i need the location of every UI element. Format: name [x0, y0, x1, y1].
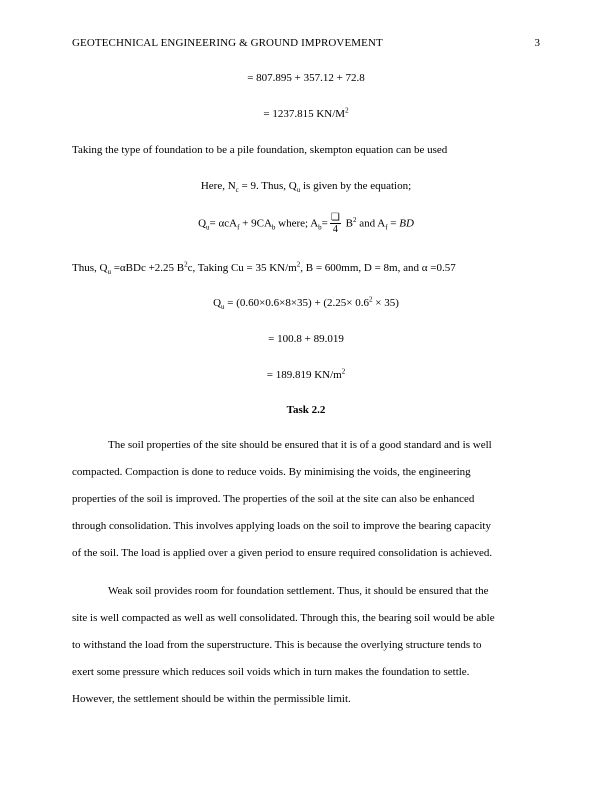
equation-text: = 807.895 + 357.12 + 72.8	[247, 72, 365, 84]
text: =αBDc +2.25 B	[110, 262, 185, 274]
text: × 35)	[372, 297, 399, 309]
text: = 9. Thus, Q	[238, 180, 297, 192]
subscript: b	[318, 223, 322, 232]
equation-line-5	[72, 213, 540, 235]
text: = αcA	[209, 217, 238, 230]
fraction-numerator-placeholder-icon: ❏	[330, 212, 340, 223]
paragraph-2	[72, 578, 540, 713]
text: where; A	[275, 217, 319, 230]
equation-line-9	[72, 369, 540, 381]
text: + 9CA	[239, 217, 272, 230]
section-heading: Task 2.2	[286, 404, 326, 416]
text: is given by the equation;	[300, 180, 412, 192]
paragraph-line: site is well compacted as well as well consolidated. Through this, the bearing soil would be able	[72, 612, 495, 624]
text: Q	[198, 217, 207, 230]
body-text-line: Taking the type of foundation to be a pile foundation, skempton equation can be used	[72, 144, 448, 156]
paragraph-line: However, the settlement should be within the permissible limit.	[72, 693, 351, 705]
text: Q	[213, 297, 222, 309]
fraction-denominator: 4	[332, 224, 338, 235]
text: = (0.60×0.6×8×35) + (2.25× 0.6	[224, 297, 370, 309]
equation-line-8	[72, 333, 540, 345]
running-head: GEOTECHNICAL ENGINEERING & GROUND IMPROVEMENT	[72, 37, 383, 49]
equation-text: = 1237.815 KN/M	[263, 108, 346, 120]
paragraph-line: Weak soil provides room for foundation settlement. Thus, it should be ensured that the	[108, 585, 489, 597]
text: BD	[399, 217, 414, 230]
text: B	[342, 217, 353, 230]
superscript: 2	[369, 295, 373, 304]
subscript: u	[107, 268, 111, 277]
superscript: 2	[341, 367, 346, 376]
text: c, Taking Cu = 35 KN/m	[187, 262, 297, 274]
paragraph-line: exert some pressure which reduces soil voids which in turn makes the foundation to settle.	[72, 666, 470, 678]
paragraph-line: through consolidation. This involves applying loads on the soil to improve the bearing capacity	[72, 520, 491, 532]
text: Thus, Q	[72, 262, 108, 274]
superscript: 2	[345, 106, 349, 115]
subscript: f	[385, 223, 388, 232]
equation-line-6	[72, 260, 540, 277]
paragraph-line: to withstand the load from the superstructure. This is because the overlying structure tends to	[72, 639, 482, 651]
text: =	[387, 217, 400, 230]
paragraph-line: The soil properties of the site should be ensured that it is of a good standard and is well	[108, 439, 492, 451]
paragraph-line: of the soil. The load is applied over a given period to ensure required consolidation is achieved.	[72, 547, 493, 559]
text: =	[321, 217, 328, 230]
page-number: 3	[534, 37, 540, 49]
equation-line-1	[72, 72, 540, 84]
subscript: u	[221, 303, 225, 312]
subscript: u	[206, 223, 210, 232]
superscript: 2	[184, 260, 188, 269]
paragraph-line: compacted. Compaction is done to reduce voids. By minimising the voids, the engineering	[72, 466, 471, 478]
text: , B = 600mm, D = 8m, and α =0.57	[300, 262, 456, 274]
equation-line-7	[72, 295, 540, 312]
paragraph-1	[72, 432, 540, 567]
fraction	[330, 213, 341, 235]
paragraph-line: properties of the soil is improved. The properties of the soil at the site can also be enhanced	[72, 493, 475, 505]
equation-line-4	[72, 180, 540, 195]
equation-line-2	[72, 108, 540, 120]
subscript: c	[235, 186, 239, 195]
subscript: f	[237, 223, 240, 232]
superscript: 2	[352, 215, 357, 224]
equation-text: = 189.819 KN/m	[266, 369, 342, 381]
equation-text: = 100.8 + 89.019	[268, 333, 344, 345]
superscript: 2	[296, 260, 301, 269]
subscript: b	[271, 223, 276, 232]
subscript: u	[296, 186, 301, 195]
text: and A	[356, 217, 386, 230]
text: Here, N	[200, 180, 236, 192]
